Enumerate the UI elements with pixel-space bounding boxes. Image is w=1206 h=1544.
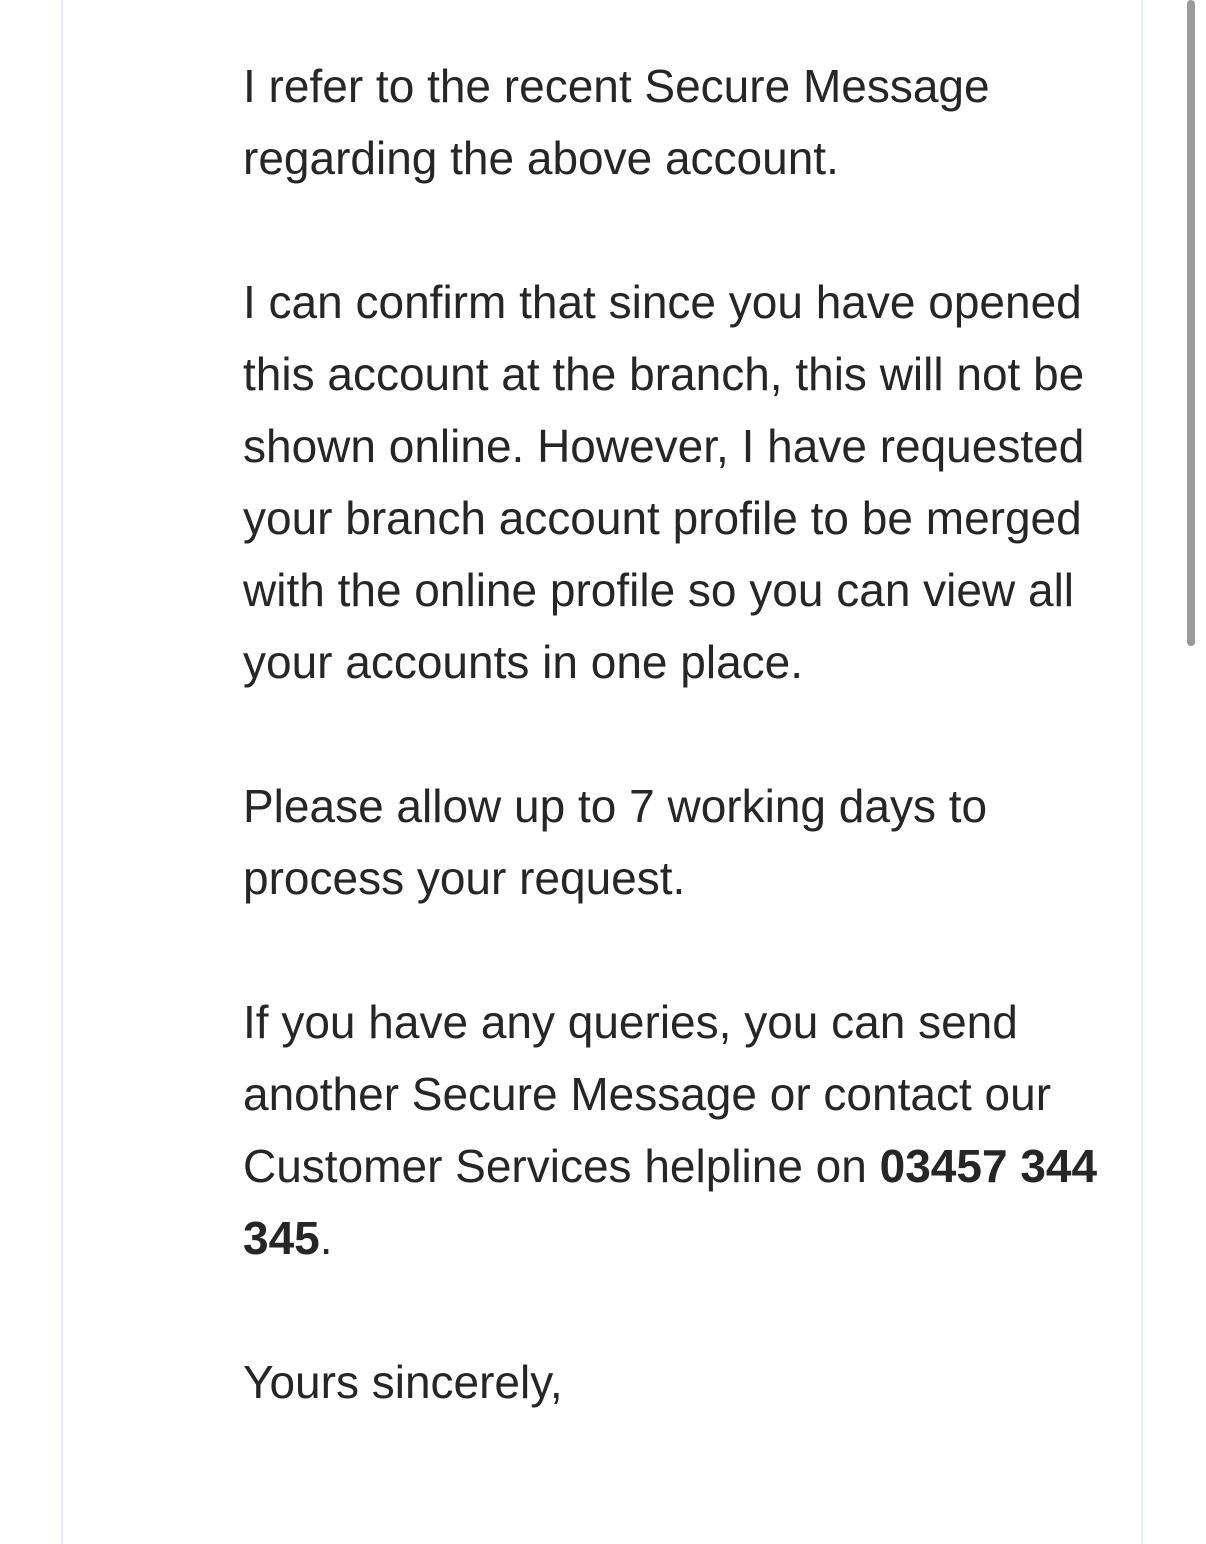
message-paragraph-contact: [243, 986, 1103, 1274]
contact-text-end: .: [319, 1212, 333, 1264]
message-paragraph-confirmation: I can confirm that since you have opened this account at the branch, this will not be shown online. However, I have requested your branch account profile to be merged with the online profile so you can view all your accounts in one place.: [243, 276, 1085, 688]
vertical-scrollbar-thumb[interactable]: [1187, 0, 1195, 646]
contact-text: If you have any queries, you can send another Secure Message or contact our Customer Services helpline on: [243, 996, 1052, 1192]
message-closing: Yours sincerely,: [243, 1356, 563, 1408]
helpline-phone-number[interactable]: 03457 344 345: [243, 1140, 1098, 1264]
message-paragraph-intro: I refer to the recent Secure Message regarding the above account.: [243, 60, 990, 184]
message-paragraph-processing-time: Please allow up to 7 working days to process your request.: [243, 780, 988, 904]
message-body: [243, 50, 1103, 1490]
